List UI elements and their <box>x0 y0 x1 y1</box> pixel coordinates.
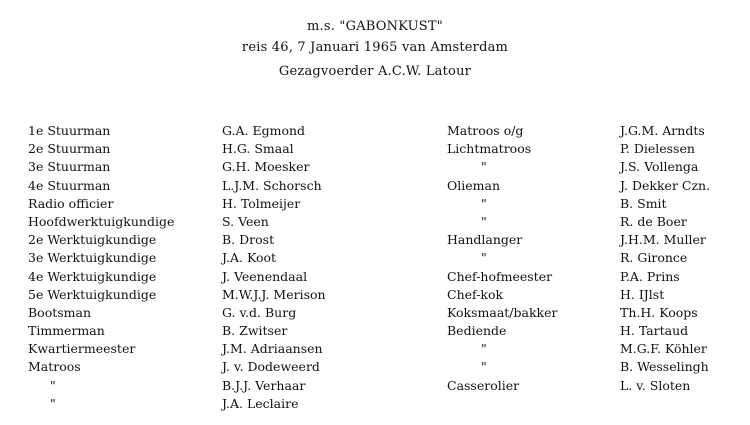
crew-name: Th.H. Koops <box>620 304 698 320</box>
crew-function: Matroos <box>28 359 81 375</box>
crew-name: H. Tartaud <box>620 323 689 339</box>
crew-function: " <box>50 395 56 411</box>
crew-function: Timmerman <box>28 323 105 339</box>
crew-name: J.A. Leclaire <box>222 395 299 411</box>
crew-function: Bediende <box>447 323 507 339</box>
crew-name: J.S. Vollenga <box>620 159 699 175</box>
crew-name: M.W.J.J. Merison <box>222 286 326 302</box>
crew-function: 4e Stuurman <box>28 177 111 193</box>
crew-name: J. Dekker Czn. <box>620 177 711 193</box>
crew-name: P.A. Prins <box>620 268 680 284</box>
crew-name: M.G.F. Köhler <box>620 341 707 357</box>
crew-function: " <box>50 377 56 393</box>
crew-function: Handlanger <box>447 232 523 248</box>
crew-function: 3e Stuurman <box>28 159 111 175</box>
crew-function: Olieman <box>447 177 500 193</box>
crew-function: " <box>481 250 487 266</box>
crew-function: 3e Werktuigkundige <box>28 250 157 266</box>
crew-function: Matroos o/g <box>447 123 524 138</box>
crew-name: R. de Boer <box>620 213 687 229</box>
crew-function: 1e Stuurman <box>28 123 111 138</box>
left-name-column <box>222 122 326 413</box>
crew-function: " <box>481 195 487 211</box>
crew-name: J.H.M. Muller <box>620 232 706 248</box>
crew-function: " <box>481 359 487 375</box>
crew-name: R. Gironce <box>620 250 688 266</box>
crew-name: B. Zwitser <box>222 323 288 339</box>
crew-function: " <box>481 159 487 175</box>
crew-function: Radio officier <box>28 195 114 211</box>
captain-line: Gezagvoerder A.C.W. Latour <box>278 64 472 79</box>
crew-name: B. Drost <box>222 232 275 248</box>
crew-name: P. Dielessen <box>620 141 695 157</box>
crew-name: S. Veen <box>222 213 269 229</box>
crew-function: Hoofdwerktuigkundige <box>28 213 175 229</box>
crew-function: 2e Werktuigkundige <box>28 232 157 248</box>
crew-name: B.J.J. Verhaar <box>222 377 306 393</box>
right-name-column <box>620 122 710 395</box>
crew-name: J.A. Koot <box>222 250 277 266</box>
crew-name: G.H. Moesker <box>222 159 310 175</box>
crew-function: 4e Werktuigkundige <box>28 268 157 284</box>
crew-function: Chef-kok <box>447 286 504 302</box>
crew-name: L.J.M. Schorsch <box>222 177 322 193</box>
crew-name: J. Veenendaal <box>222 268 308 284</box>
right-function-column <box>447 122 558 395</box>
crew-function: Lichtmatroos <box>447 141 532 157</box>
crew-function: " <box>481 213 487 229</box>
voyage-line: reis 46, 7 Januari 1965 van Amsterdam <box>241 40 509 55</box>
crew-name: J.G.M. Arndts <box>620 123 705 138</box>
ship-name: m.s. "GABONKUST" <box>307 19 443 34</box>
crew-function: Chef-hofmeester <box>447 268 553 284</box>
crew-name: L. v. Sloten <box>620 377 691 393</box>
crew-function: 2e Stuurman <box>28 141 111 157</box>
crew-name: G.A. Egmond <box>222 123 306 138</box>
crew-function: Kwartiermeester <box>28 341 136 357</box>
crew-name: B. Wesselingh <box>620 359 709 375</box>
crew-name: B. Smit <box>620 195 667 211</box>
crew-function: 5e Werktuigkundige <box>28 286 157 302</box>
crew-name: G. v.d. Burg <box>222 304 297 320</box>
crew-function: Koksmaat/bakker <box>447 304 558 320</box>
crew-function: Bootsman <box>28 304 92 320</box>
crew-name: J.M. Adriaansen <box>222 341 323 357</box>
crew-function: " <box>481 341 487 357</box>
crew-name: H. IJlst <box>620 286 665 302</box>
left-function-column <box>28 122 174 413</box>
crew-name: J. v. Dodeweerd <box>222 359 320 375</box>
crew-name: H.G. Smaal <box>222 141 294 157</box>
crew-function: Casserolier <box>447 377 520 393</box>
crew-name: H. Tolmeijer <box>222 195 301 211</box>
